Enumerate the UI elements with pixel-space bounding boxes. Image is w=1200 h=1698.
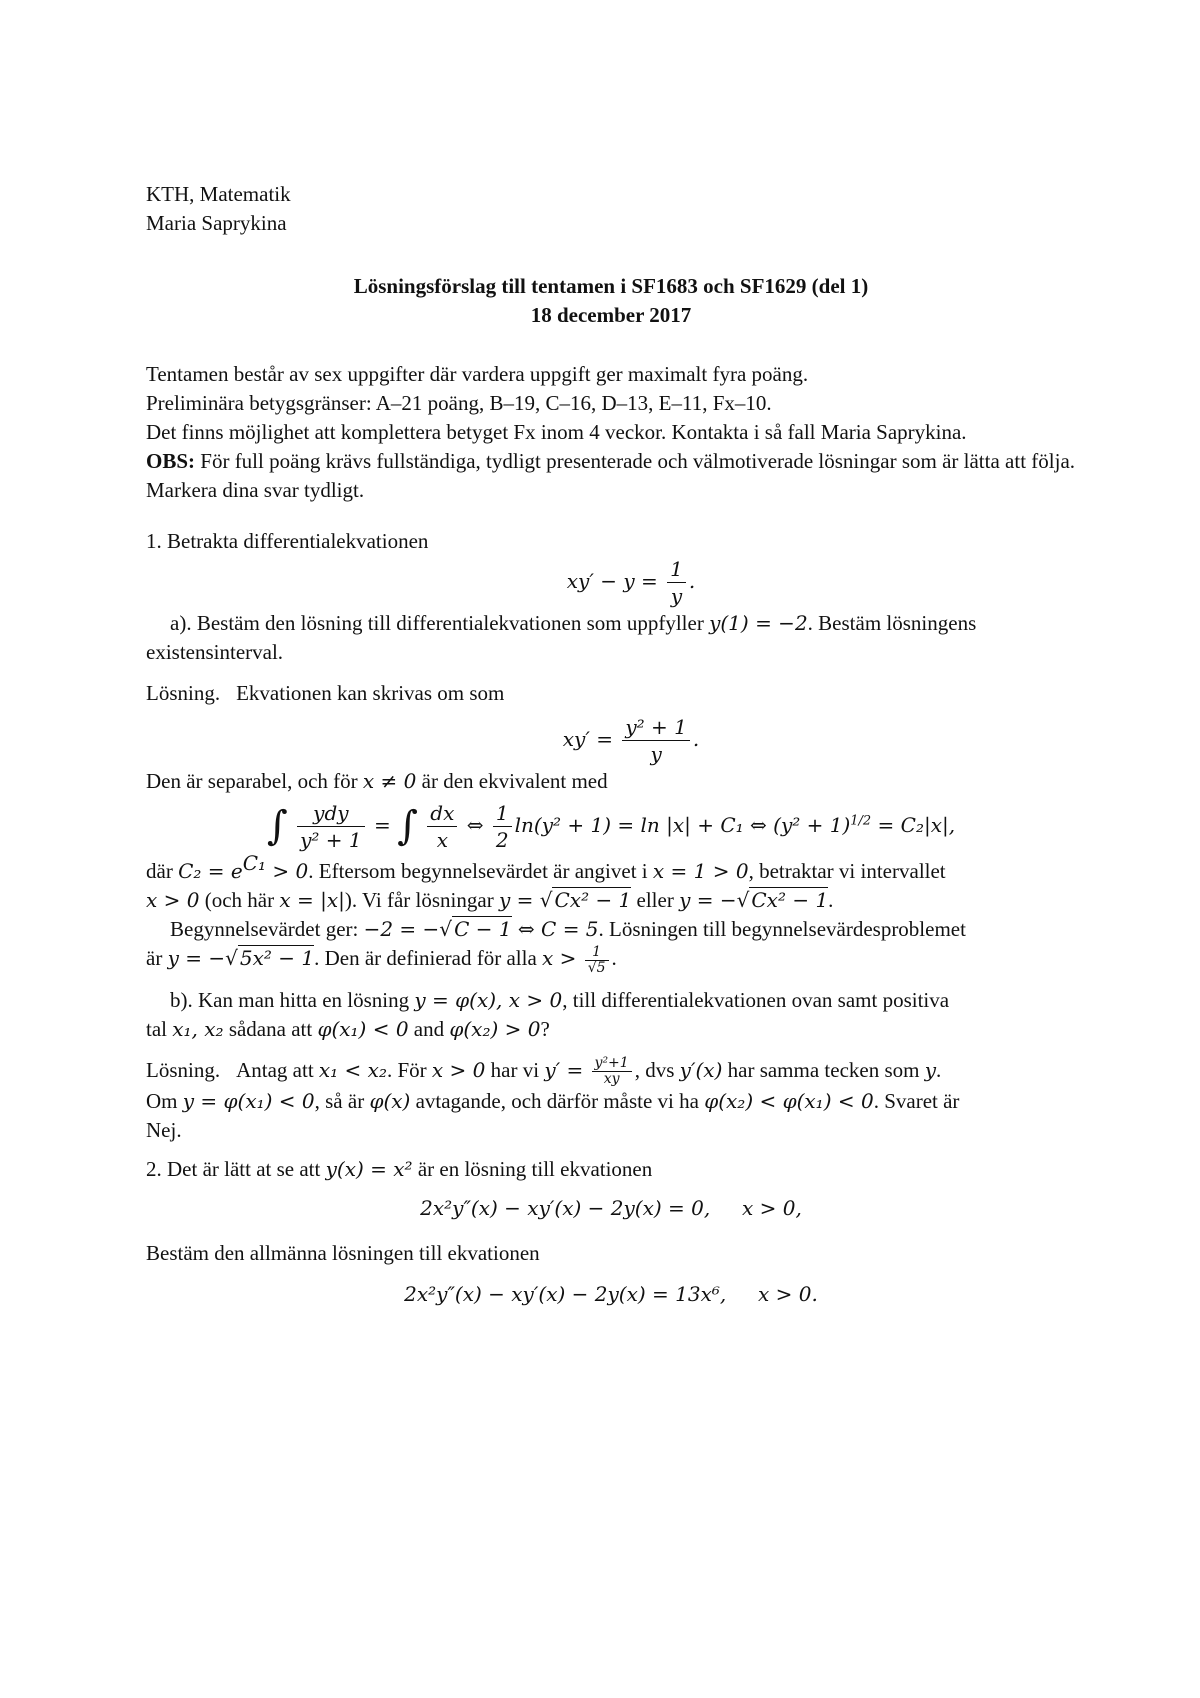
solution-1b-answer: Nej. [146,1118,182,1143]
integral-end: = C₂|x|, [871,813,956,837]
intro-line-1: Tentamen består av sex uppgifter där vardera uppgift ger maximalt fyra poäng. [146,362,809,386]
obs-text: För full poäng krävs fullständiga, tydligt presenterade och välmotiverade lösningar som är lätta att följa. Markera dina svar tydligt. [146,449,1076,502]
where-math: x = 1 > 0 [652,859,749,883]
init-text: . Den är definierad för alla [314,946,543,970]
bsol-fraction [592,1056,632,1087]
problem-1b-line-2 [146,1015,1076,1044]
separable-text-end: är den ekvivalent med [416,769,608,793]
bsol-math: φ(x₂) < φ(x₁) < 0 [704,1089,874,1114]
bsol-text: Om [146,1089,183,1114]
document-title: Lösningsförslag till tentamen i SF1683 och SF1629 (del 1) [353,274,869,298]
where-exponent: C₁ [242,851,267,875]
b-text: and [408,1016,450,1041]
solution-label: Lösning. [146,681,221,705]
integral-exponent: 1/2 [850,813,872,829]
bsol-math: x₁ < x₂ [318,1057,387,1082]
init-math: x > [542,946,577,970]
bsol-text: avtagande, och därför måste vi ha [410,1089,705,1114]
obs-paragraph [146,447,1076,505]
b-math: x₁, x₂ [172,1016,224,1041]
rewritten-equation: xy′ = $\frac{\text{y² + 1}}{y}$ . [562,715,700,766]
half-num: 1 [493,800,512,827]
where-math: y = −√ [679,888,750,912]
half-fraction [493,800,512,853]
separable-math: x ≠ 0 [362,769,417,793]
where-math: x = |x| [279,888,345,912]
init-frac-den: √5 [587,959,606,976]
problem-1b-line-1 [146,986,1076,1015]
b-math: φ(x₁) < 0 [317,1016,409,1041]
bsol-math: y [924,1057,937,1082]
init-frac-num: 1 [585,945,609,961]
init-text: är [146,946,168,970]
bsol-math: y′ = [544,1057,584,1082]
bsol-math: x > 0 [431,1057,486,1082]
intro-line-2: Preliminära betygsgränser: A–21 poäng, B–19, C–16, D–13, E–11, Fx–10. [146,391,772,415]
problem-1-equation: xy′ − y = $\frac{1}{y}$ . [566,557,696,608]
solution-text: Ekvationen kan skrivas om som [236,681,505,705]
b-text: sådana att [223,1016,318,1041]
where-line-1 [146,851,1076,886]
bsol-text: . [936,1057,942,1082]
problem-1-heading: 1. Betrakta differentialekvationen [146,529,429,553]
bsol-math: y = φ(x₁) < 0 [182,1089,315,1114]
initial-value-line-2 [146,944,1076,976]
integral-rest: ln(y² + 1) = ln |x| + C₁ ⇔ (y² + 1) [514,813,851,837]
document-date: 18 december 2017 [530,303,692,327]
int-den-1: y² + 1 [300,828,362,852]
where-text: , betraktar vi intervallet [748,859,946,883]
p2-math: y(x) = x² [325,1157,413,1182]
initial-condition: y(1) = −2 [709,611,808,635]
init-math: ⇔ C = 5 [511,917,599,941]
where-text: . [828,888,834,912]
problem-1a-text: a). Bestäm den lösning till differentialekvationen som uppfyller [170,611,710,635]
eq2-denominator: y [650,742,662,766]
where-math: > 0 [266,859,309,883]
where-math: y = √ [498,888,553,912]
bsol-frac-den: xy [603,1071,620,1088]
eq-numerator: 1 [667,556,686,583]
init-text: . Lösningen till begynnelsevärdesproblemet [598,917,966,941]
p2-text: 2. Det är lätt at se att [146,1157,326,1182]
eq2-fraction [622,714,690,767]
where-text: eller [631,888,680,912]
problem-2-homogeneous-equation: 2x²y″(x) − xy′(x) − 2y(x) = 0, x > 0, [420,1196,802,1221]
institution: KTH, Matematik [146,182,291,206]
init-text: Begynnelsevärdet ger: [170,917,364,941]
solution-label: Lösning. [146,1057,221,1082]
bsol-text: har vi [485,1057,545,1082]
solution-1b-line-1 [146,1056,1076,1088]
b-text: b). Kan man hitta en lösning [170,987,415,1012]
separable-sentence [146,767,1076,796]
eq-fraction [667,556,686,609]
where-math: C₂ = e [178,859,243,883]
b-text: tal [146,1016,173,1041]
bsol-math: y′(x) [679,1057,723,1082]
sqrt-content: C − 1 [454,917,512,941]
int-num-2: dx [427,800,457,827]
where-text: där [146,859,179,883]
problem-2-statement [146,1155,1076,1184]
document-page [146,180,1076,1309]
problem-2-question: Bestäm den allmänna lösningen till ekvationen [146,1241,540,1266]
eq2-numerator: y² + 1 [622,714,690,741]
bsol-text: Antag att [236,1057,319,1082]
bsol-math: φ(x) [369,1089,411,1114]
obs-label: OBS: [146,449,196,473]
bsol-text: har samma tecken som [722,1057,925,1082]
int-num-1: ydy [297,800,365,827]
int-den-2: x [436,828,448,852]
eq-lhs: xy′ − y = [566,569,658,593]
b-math: y = φ(x), x > 0 [414,987,563,1012]
where-text: . Eftersom begynnelsevärdet är angivet i [308,859,653,883]
b-text: , till differentialekvationen ovan samt positiva [562,987,950,1012]
solution-1b-line-2 [146,1087,1076,1116]
bsol-text: . Svaret är [873,1089,960,1114]
eq2-lhs: xy′ = [562,727,613,751]
solution-1a-intro [146,679,1076,708]
bsol-text: . För [386,1057,432,1082]
bsol-text: , dvs [634,1057,680,1082]
sqrt-content: Cx² − 1 [554,888,632,912]
init-fraction [585,945,609,976]
eq-denominator: y [670,584,683,608]
problem-1a [146,609,1076,667]
integral-sign: ∫ [397,803,418,849]
init-math: y = −√ [167,946,238,970]
b-math: φ(x₂) > 0 [449,1016,541,1041]
intro-line-3: Det finns möjlighet att komplettera betyget Fx inom 4 veckor. Kontakta i så fall Maria Saprykina. [146,420,967,444]
problem-2-inhomogeneous-equation: 2x²y″(x) − xy′(x) − 2y(x) = 13x⁶, x > 0. [404,1282,818,1307]
integral-equation: ∫ $\frac{\text{ydy}}{\text{y² + 1}}$ = ∫ $\frac{dx}{x}$ ⇔ $\frac{1}{2}$ ln(y² + 1) = ln |x| + C₁ ⇔ $(y^2 + 1)^{1/2} = C_2|x|$, [266,801,956,852]
bsol-frac-num: y²+1 [592,1056,632,1072]
author: Maria Saprykina [146,211,287,235]
init-math: −2 = −√ [363,917,453,941]
integral-fraction-1 [297,800,365,853]
half-den: 2 [495,828,509,852]
init-text: . [611,946,617,970]
integral-fraction-2 [427,800,457,853]
sqrt-content: 5x² − 1 [239,946,315,970]
problem-1a-text-end: . Bestäm lösningens existensinterval. [146,611,977,664]
b-text: ? [540,1016,550,1041]
bsol-text: , så är [314,1089,370,1114]
sqrt-content: Cx² − 1 [751,888,829,912]
where-text: ). Vi får lösningar [344,888,499,912]
where-math: x > 0 [146,888,200,912]
integral-sign: ∫ [266,803,288,849]
initial-value-line-1 [146,915,1076,944]
where-text: (och här [199,888,280,912]
p2-text: är en lösning till ekvationen [412,1157,653,1182]
separable-text: Den är separabel, och för [146,769,363,793]
where-line-2 [146,886,1076,915]
